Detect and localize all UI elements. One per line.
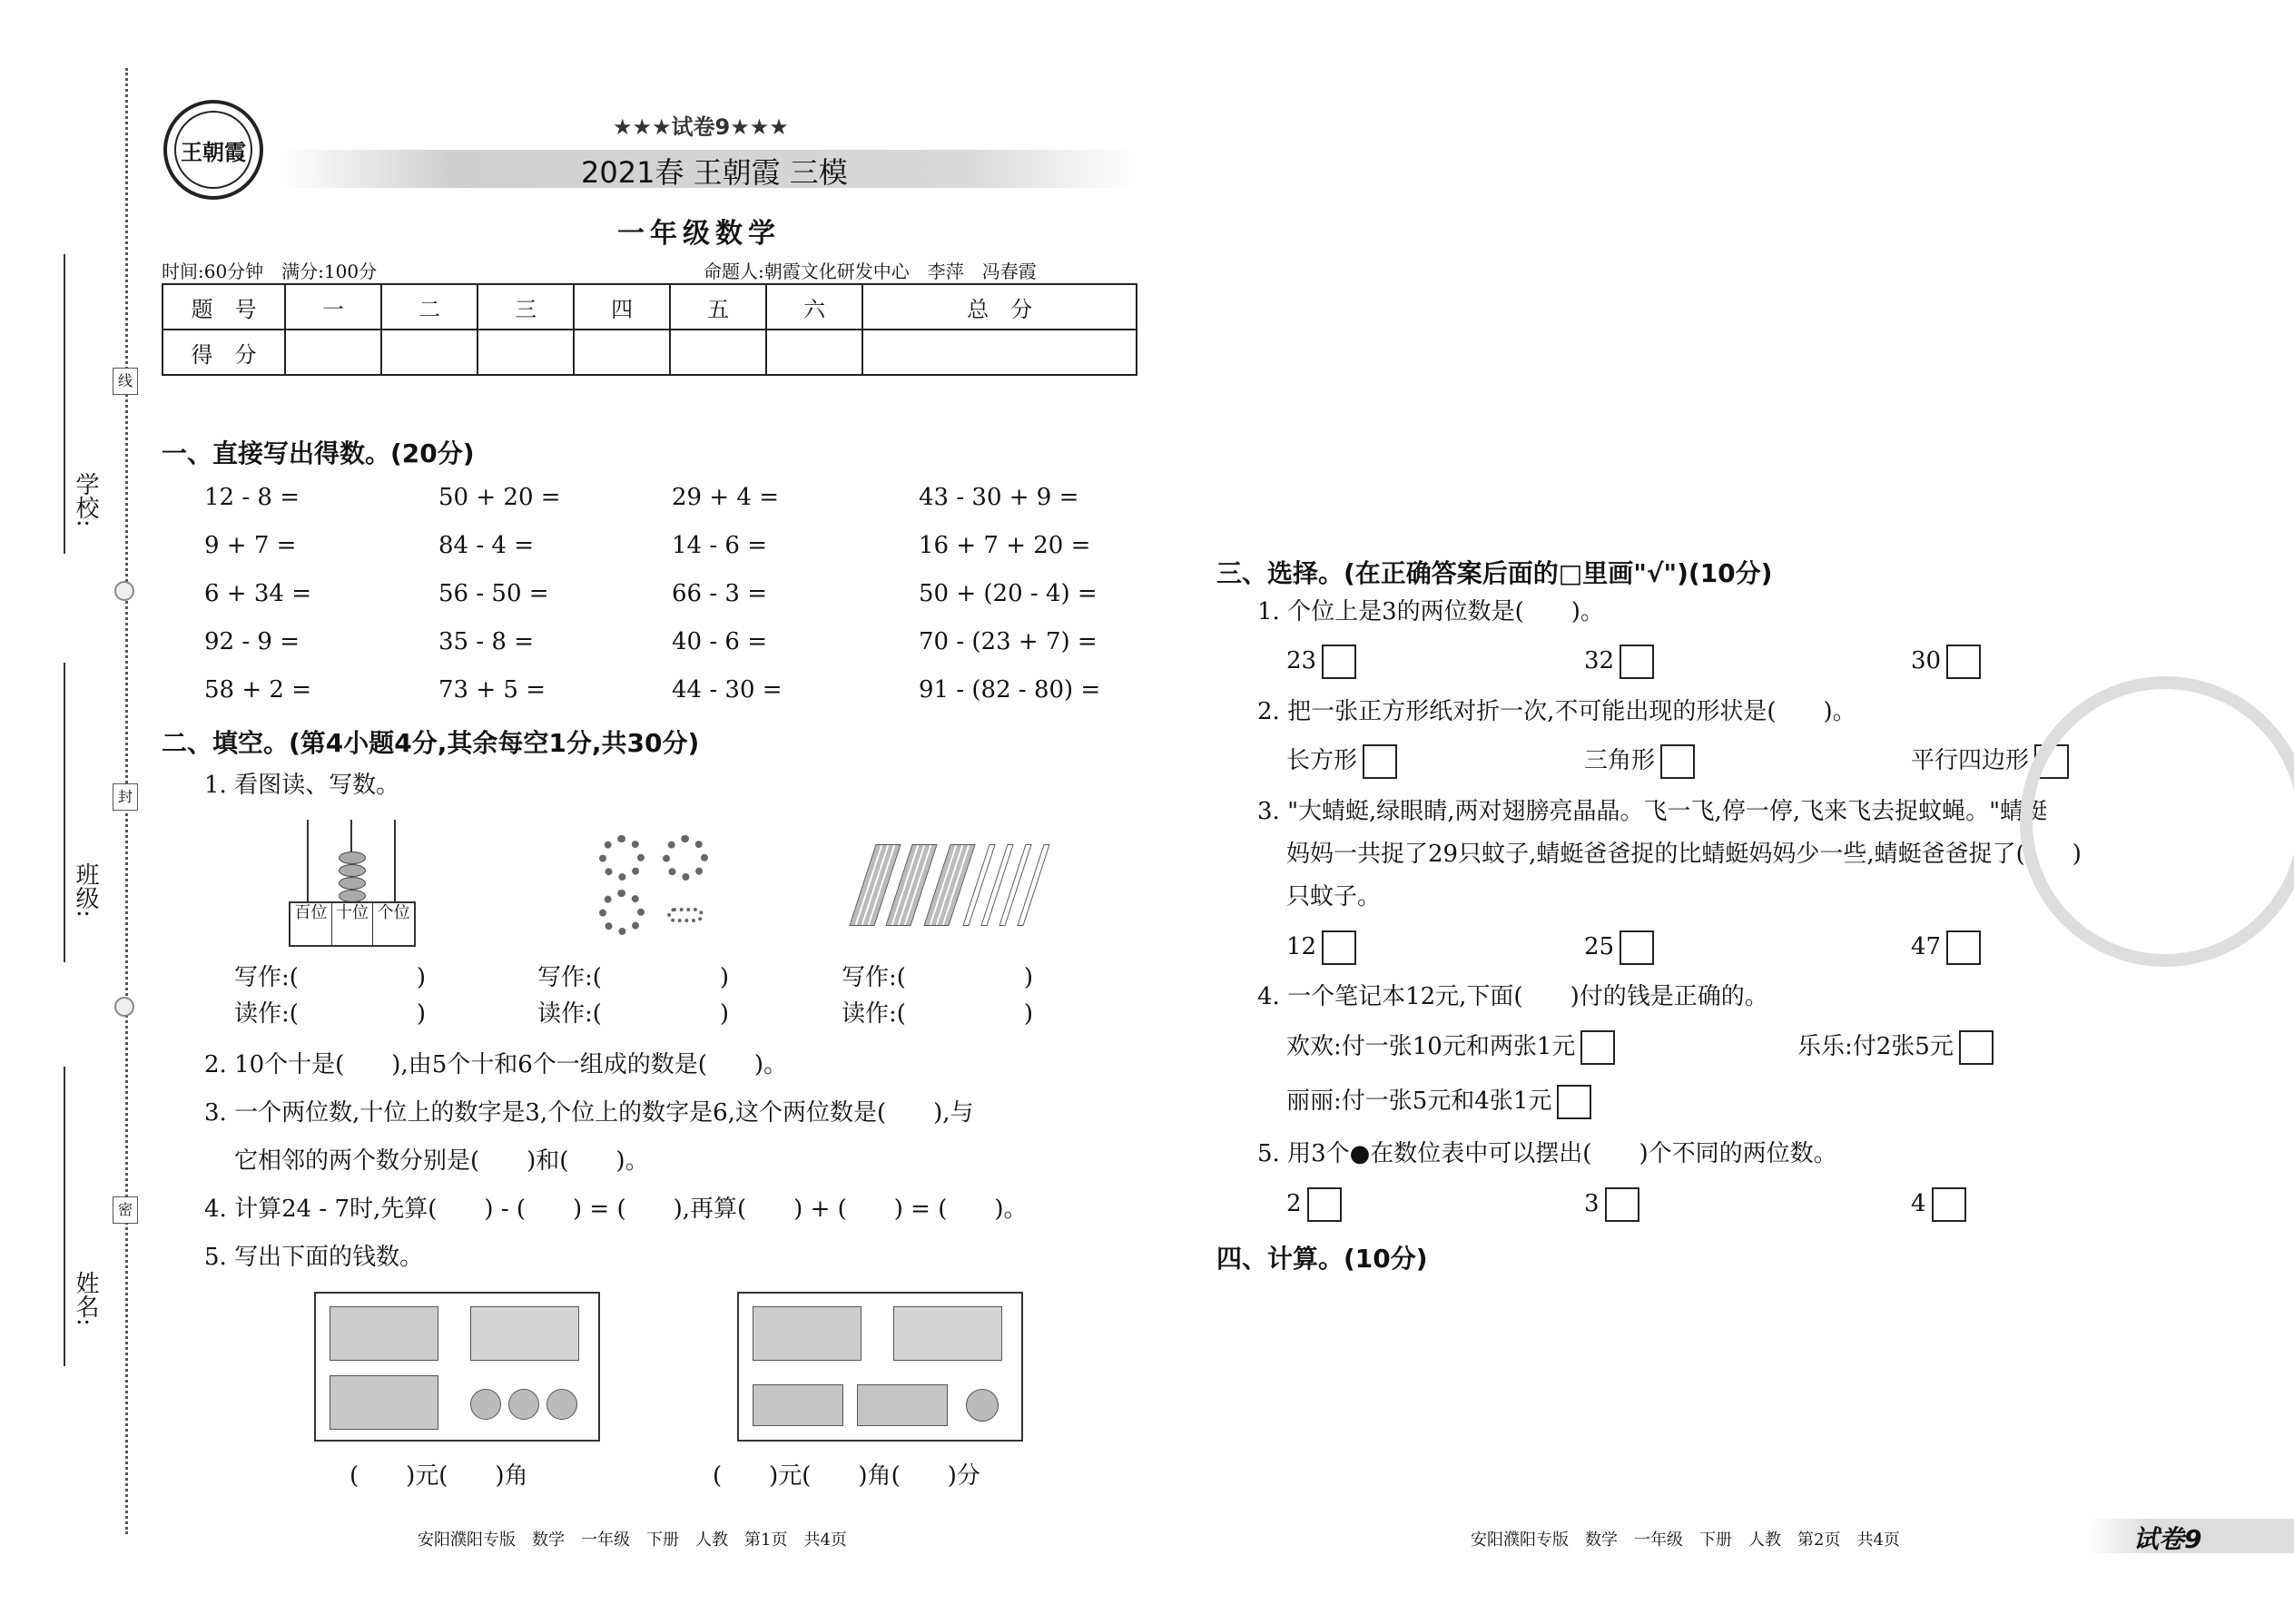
abacus-bead [339, 851, 366, 864]
answer-checkbox[interactable] [1322, 645, 1356, 679]
option-label: 30 [1911, 647, 1942, 674]
option [1797, 1030, 1994, 1065]
section2-title: 二、填空。(第4小题4分,其余每空1分,共30分) [162, 728, 700, 758]
score-cell[interactable] [862, 330, 1137, 375]
calc-item: 9 + 7 = [204, 532, 297, 559]
question-2-4: 4. 计算24 - 7时,先算( ) - ( ) = ( ),再算( ) + ( ) = ( )。 [204, 1196, 1028, 1223]
option [1584, 645, 1654, 679]
logo [163, 100, 263, 200]
banknote-1 [330, 1375, 438, 1430]
answer-checkbox[interactable] [1620, 645, 1654, 679]
question-3-2: 2. 把一张正方形纸对折一次,不可能出现的形状是( )。 [1257, 698, 1856, 725]
answer-checkbox[interactable] [1932, 1187, 1966, 1222]
read-label: 读作:( ) [537, 1000, 730, 1028]
table-cell: 总 分 [862, 284, 1137, 330]
section1-title: 一、直接写出得数。(20分) [162, 438, 475, 468]
calc-item: 58 + 2 = [204, 676, 311, 704]
school-field[interactable] [64, 254, 65, 554]
abacus-bead [339, 864, 366, 877]
question-3-3c: 只蚊子。 [1286, 883, 1382, 910]
money-answer-1: ( )元( )角 [350, 1462, 528, 1490]
option [1286, 930, 1356, 965]
table-cell: 二 [381, 284, 478, 330]
score-cell[interactable] [381, 330, 478, 375]
money-answer-2: ( )元( )角( )分 [713, 1462, 980, 1490]
name-field[interactable] [64, 1067, 65, 1366]
calc-item: 44 - 30 = [672, 676, 783, 704]
answer-checkbox[interactable] [1322, 930, 1356, 965]
option [1911, 1187, 1966, 1222]
class-label: 班级: [72, 862, 99, 918]
dot-icon [114, 997, 134, 1017]
calc-item: 43 - 30 + 9 = [919, 484, 1079, 511]
option [1911, 645, 1981, 679]
question-3-5: 5. 用3个●在数位表中可以摆出( )个不同的两位数。 [1257, 1140, 1837, 1167]
calc-item: 84 - 4 = [438, 532, 534, 559]
paper-tag: ★★★试卷9★★★ [613, 114, 789, 140]
read-label: 读作:( ) [234, 1000, 427, 1028]
answer-checkbox[interactable] [1946, 930, 1981, 965]
class-field[interactable] [64, 663, 65, 962]
score-table [162, 283, 1137, 376]
coin [470, 1389, 501, 1420]
calc-item: 73 + 5 = [438, 676, 546, 704]
banknote-50 [330, 1306, 438, 1361]
abacus-bead [339, 890, 366, 902]
question-2-2: 2. 10个十是( ),由5个十和6个一组成的数是( )。 [204, 1051, 788, 1078]
answer-checkbox[interactable] [1307, 1187, 1342, 1222]
abacus-label-tens: 十位 [332, 903, 374, 945]
calc-item: 12 - 8 = [204, 484, 300, 511]
option-label: 25 [1584, 933, 1615, 960]
seal-mark: 封 [113, 783, 138, 811]
question-2-3a: 3. 一个两位数,十位上的数字是3,个位上的数字是6,这个两位数是( ),与 [204, 1099, 974, 1127]
calc-item: 50 + (20 - 4) = [919, 580, 1098, 607]
option [1584, 1187, 1639, 1222]
write-label: 写作:( ) [234, 964, 427, 991]
table-cell: 得 分 [162, 330, 285, 375]
abacus-label-ones: 个位 [377, 903, 410, 922]
answer-checkbox[interactable] [1605, 1187, 1639, 1222]
option-label: 三角形 [1584, 747, 1656, 774]
option-label: 2 [1286, 1190, 1302, 1217]
section3-title: 三、选择。(在正确答案后面的□里画"√")(10分) [1216, 558, 1773, 588]
question-2-3b: 它相邻的两个数分别是( )和( )。 [234, 1147, 649, 1175]
option-label: 32 [1584, 647, 1615, 674]
option [1286, 1187, 1342, 1222]
calc-item: 92 - 9 = [204, 628, 300, 655]
table-cell: 四 [574, 284, 670, 330]
question-2-5: 5. 写出下面的钱数。 [204, 1244, 424, 1271]
option [1584, 744, 1695, 779]
secret-mark: 密 [113, 1196, 138, 1224]
calc-item: 29 + 4 = [672, 484, 779, 511]
option-label: 3 [1584, 1190, 1600, 1217]
calc-item: 70 - (23 + 7) = [919, 628, 1098, 655]
calc-item: 40 - 6 = [672, 628, 767, 655]
table-cell: 六 [766, 284, 862, 330]
option [1286, 744, 1397, 779]
answer-checkbox[interactable] [1959, 1030, 1994, 1065]
score-cell[interactable] [285, 330, 381, 375]
answer-checkbox[interactable] [1557, 1085, 1591, 1119]
option-label: 23 [1286, 647, 1317, 674]
calc-item: 50 + 20 = [438, 484, 561, 511]
answer-checkbox[interactable] [1620, 930, 1654, 965]
option [1584, 930, 1654, 965]
option [1286, 645, 1356, 679]
question-3-1: 1. 个位上是3的两位数是( )。 [1257, 598, 1604, 625]
score-cell[interactable] [574, 330, 670, 375]
calc-item: 16 + 7 + 20 = [919, 532, 1091, 559]
page1-footer: 安阳濮阳专版 数学 一年级 下册 人教 第1页 共4页 [418, 1530, 847, 1550]
option-label: 平行四边形 [1911, 747, 2030, 774]
answer-checkbox[interactable] [1580, 1030, 1615, 1065]
logo-text: 王朝霞 [174, 111, 252, 189]
table-cell: 一 [285, 284, 381, 330]
score-cell[interactable] [478, 330, 574, 375]
banknote-5 [470, 1306, 579, 1361]
dot-icon [114, 581, 134, 601]
name-label: 姓名: [72, 1271, 99, 1326]
banknote-jiao [753, 1384, 843, 1426]
calc-item: 6 + 34 = [204, 580, 311, 607]
option-label: 丽丽:付一张5元和4张1元 [1286, 1088, 1552, 1115]
banknote-10 [753, 1306, 861, 1361]
paper-title: 2021春 王朝霞 三模 [581, 155, 848, 190]
option-label: 12 [1286, 933, 1317, 960]
school-label: 学校: [72, 472, 99, 527]
table-cell: 题 号 [162, 284, 285, 330]
option-label: 欢欢:付一张10元和两张1元 [1286, 1033, 1576, 1060]
option-label: 长方形 [1286, 747, 1358, 774]
question-3-3b: 妈妈一共捉了29只蚊子,蜻蜓爸爸捉的比蜻蜓妈妈少一些,蜻蜓爸爸捉了( ) [1286, 841, 2082, 868]
money-figure-1 [314, 1292, 600, 1442]
read-label: 读作:( ) [842, 1000, 1034, 1028]
authors: 命题人:朝霞文化研发中心 李萍 冯春霞 [704, 261, 1037, 282]
sticks-figure [840, 844, 1102, 926]
abacus-label-hundreds: 百位 [290, 903, 332, 945]
line-mark: 线 [113, 368, 138, 395]
section4-title: 四、计算。(10分) [1216, 1244, 1428, 1274]
option [1286, 1085, 1591, 1119]
answer-checkbox[interactable] [1946, 645, 1981, 679]
option-label: 47 [1911, 933, 1942, 960]
option [1286, 1030, 1615, 1065]
calc-item: 56 - 50 = [438, 580, 549, 607]
answer-checkbox[interactable] [1660, 744, 1695, 779]
banknote-1 [893, 1306, 1002, 1361]
option [1911, 930, 1981, 965]
coin [546, 1389, 577, 1420]
calc-item: 14 - 6 = [672, 532, 767, 559]
option-label: 4 [1911, 1190, 1926, 1217]
bead-rings-figure [595, 831, 722, 940]
calc-item: 66 - 3 = [672, 580, 767, 607]
question-2-1: 1. 看图读、写数。 [204, 772, 400, 799]
question-3-3a: 3. "大蜻蜓,绿眼睛,两对翅膀亮晶晶。飞一飞,停一停,飞来飞去捉蚊蝇。"蜻蜓 [1257, 798, 2048, 825]
coin [966, 1389, 999, 1422]
subject-title: 一年级数学 [617, 218, 781, 250]
money-figure-2 [737, 1292, 1023, 1442]
coin [508, 1389, 539, 1420]
table-cell: 三 [478, 284, 574, 330]
write-label: 写作:( ) [537, 964, 730, 991]
answer-checkbox[interactable] [1363, 744, 1397, 779]
calc-item: 35 - 8 = [438, 628, 534, 655]
table-cell: 五 [670, 284, 766, 330]
score-header-row [162, 284, 1137, 330]
page2-footer: 安阳濮阳专版 数学 一年级 下册 人教 第2页 共4页 [1471, 1530, 1900, 1550]
abacus-bead [339, 877, 366, 890]
time-info: 时间:60分钟 满分:100分 [162, 261, 378, 282]
write-label: 写作:( ) [842, 964, 1034, 991]
score-cell[interactable] [766, 330, 862, 375]
abacus-figure [289, 820, 416, 947]
score-cell[interactable] [670, 330, 766, 375]
secret-seal-watermark [2020, 676, 2294, 967]
question-3-4: 4. 一个笔记本12元,下面( )付的钱是正确的。 [1257, 983, 1768, 1010]
score-value-row [162, 330, 1137, 375]
banknote-jiao [857, 1384, 948, 1426]
calc-item: 91 - (82 - 80) = [919, 676, 1101, 704]
corner-tag: 试卷9 [2133, 1524, 2202, 1554]
option-label: 乐乐:付2张5元 [1797, 1033, 1954, 1060]
